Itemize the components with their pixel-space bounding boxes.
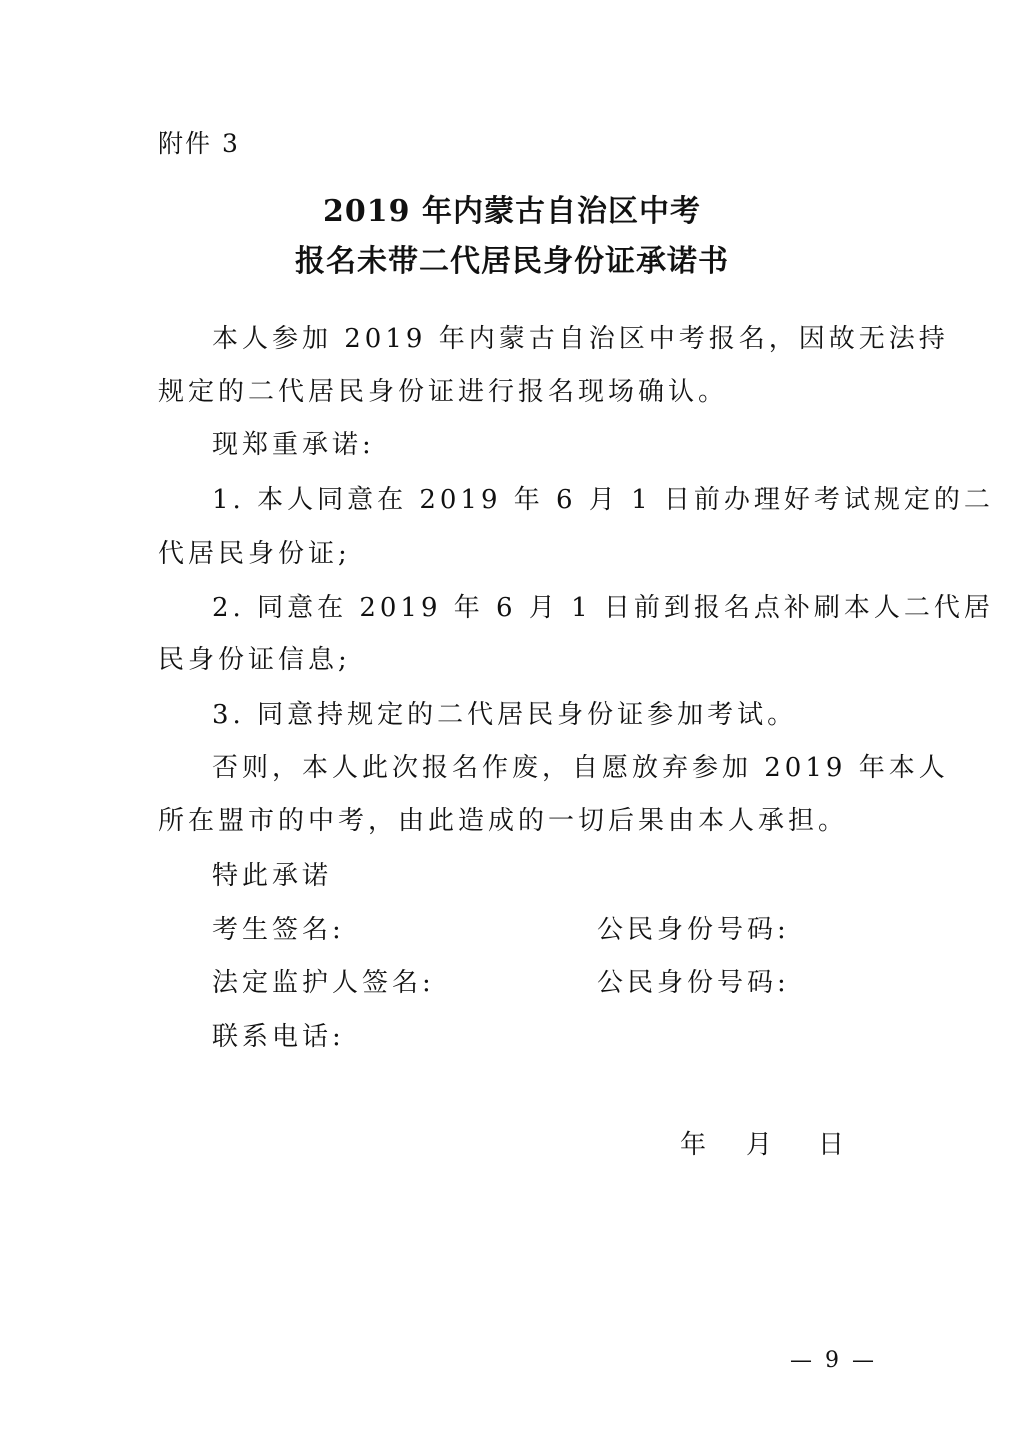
item-2-line-2: 民身份证信息;: [158, 645, 351, 675]
paragraph-1-line-2: 规定的二代居民身份证进行报名现场确认。: [158, 377, 729, 407]
paragraph-2: 现郑重承诺:: [212, 430, 375, 460]
date-month: 月: [746, 1130, 773, 1160]
guardian-id-label: 公民身份号码:: [597, 968, 790, 998]
student-signature-label: 考生签名:: [212, 915, 345, 945]
item-1-line-2: 代居民身份证;: [158, 539, 351, 569]
closing-text: 特此承诺: [212, 861, 333, 891]
paragraph-3-line-1: 否则，本人此次报名作废，自愿放弃参加 2019 年本人: [212, 753, 949, 783]
guardian-signature-label: 法定监护人签名:: [212, 968, 435, 998]
date-year: 年: [680, 1130, 707, 1160]
item-3: 3. 同意持规定的二代居民身份证参加考试。: [212, 700, 798, 730]
date-day: 日: [818, 1130, 845, 1160]
title-line-2: 报名未带二代居民身份证承诺书: [295, 244, 729, 279]
attachment-label: 附件 3: [158, 129, 240, 158]
item-2-line-1: 2. 同意在 2019 年 6 月 1 日前到报名点补刷本人二代居: [212, 593, 994, 623]
page-number: — 9 —: [790, 1348, 877, 1373]
title-line-1: 2019 年内蒙古自治区中考: [323, 194, 701, 229]
student-id-label: 公民身份号码:: [597, 915, 790, 945]
paragraph-3-line-2: 所在盟市的中考，由此造成的一切后果由本人承担。: [158, 806, 849, 836]
phone-label: 联系电话:: [212, 1022, 345, 1052]
item-1-line-1: 1. 本人同意在 2019 年 6 月 1 日前办理好考试规定的二: [212, 485, 994, 515]
paragraph-1-line-1: 本人参加 2019 年内蒙古自治区中考报名，因故无法持: [212, 324, 949, 354]
